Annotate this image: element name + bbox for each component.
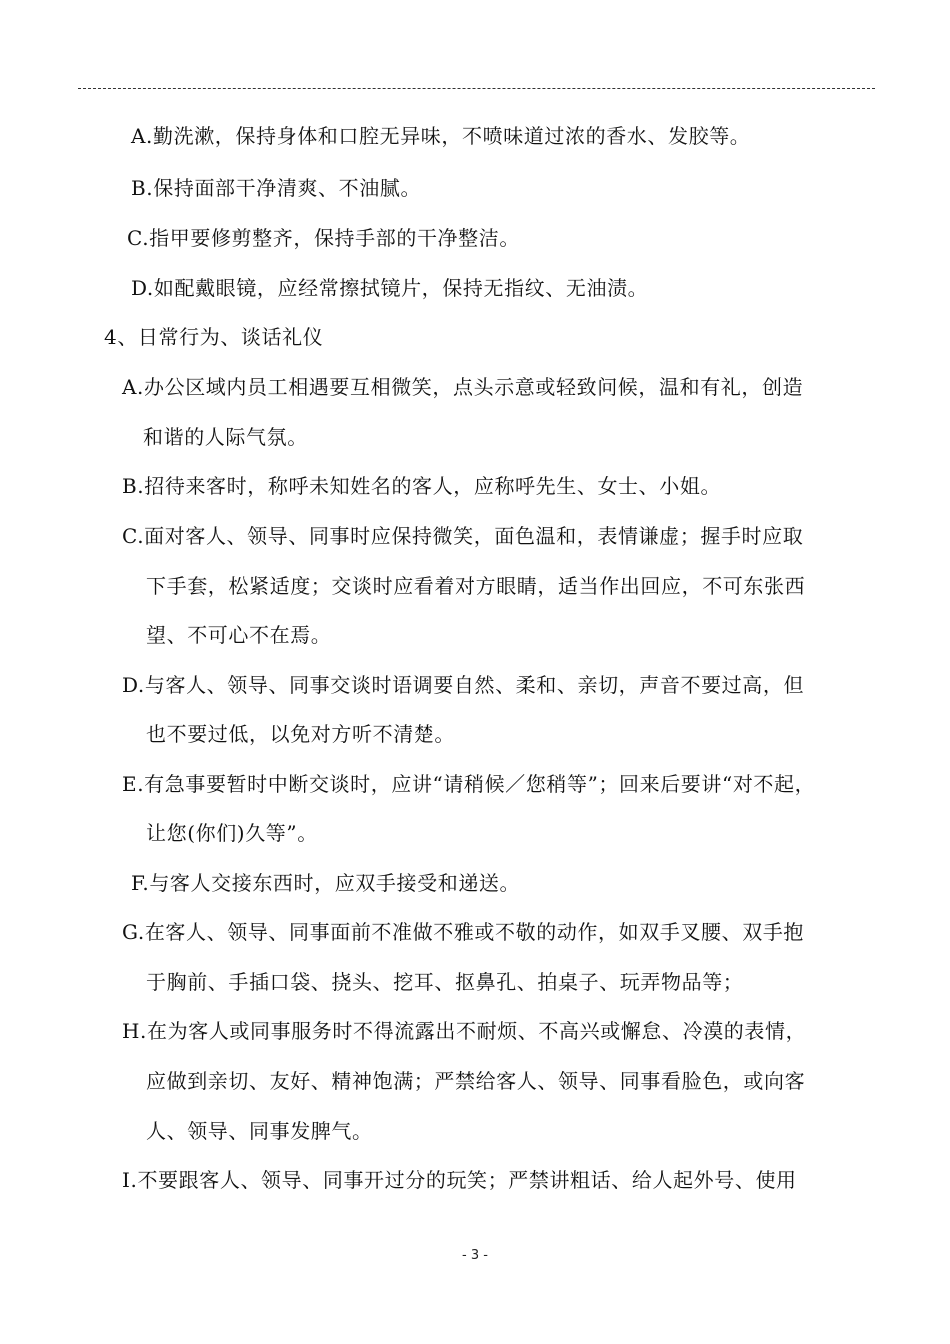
list-item: A.办公区域内员工相遇要互相微笑，点头示意或轻致问候，温和有礼，创造: [122, 375, 804, 399]
list-item-continuation: 也不要过低，以免对方听不清楚。: [146, 722, 455, 746]
list-item: F.与客人交接东西时，应双手接受和递送。: [131, 871, 521, 895]
header-dashed-rule: [78, 88, 875, 89]
list-item-continuation: 下手套，松紧适度；交谈时应看着对方眼睛，适当作出回应，不可东张西: [146, 574, 806, 598]
list-item: C.指甲要修剪整齐，保持手部的干净整洁。: [127, 226, 520, 250]
list-item: D.与客人、领导、同事交谈时语调要自然、柔和、亲切，声音不要过高，但: [122, 673, 805, 697]
list-item: H.在为客人或同事服务时不得流露出不耐烦、不高兴或懈怠、冷漠的表情，: [122, 1019, 807, 1043]
list-item: I.不要跟客人、领导、同事开过分的玩笑；严禁讲粗话、给人起外号、使用: [122, 1168, 797, 1192]
section-heading: 4、日常行为、谈话礼仪: [104, 325, 324, 349]
list-item: B.保持面部干净清爽、不油腻。: [131, 176, 422, 200]
list-item-continuation: 人、领导、同事发脾气。: [146, 1119, 373, 1143]
list-item-continuation: 让您(你们)久等”。: [146, 821, 318, 845]
list-item: G.在客人、领导、同事面前不准做不雅或不敬的动作，如双手叉腰、双手抱: [122, 920, 805, 944]
page-number: - 3 -: [462, 1248, 488, 1263]
list-item: C.面对客人、领导、同事时应保持微笑，面色温和，表情谦虚；握手时应取: [122, 524, 804, 548]
list-item: E.有急事要暂时中断交谈时，应讲“请稍候／您稍等”；回来后要讲“对不起，: [122, 772, 816, 796]
list-item-continuation: 和谐的人际气氛。: [143, 425, 308, 449]
list-item-continuation: 应做到亲切、友好、精神饱满；严禁给客人、领导、同事看脸色，或向客: [146, 1069, 806, 1093]
list-item: B.招待来客时，称呼未知姓名的客人，应称呼先生、女士、小姐。: [122, 474, 722, 498]
list-item: D.如配戴眼镜，应经常擦拭镜片，保持无指纹、无油渍。: [131, 276, 649, 300]
list-item-continuation: 于胸前、手插口袋、挠头、挖耳、抠鼻孔、拍桌子、玩弄物品等；: [146, 970, 744, 994]
list-item: A.勤洗漱，保持身体和口腔无异味，不喷味道过浓的香水、发胶等。: [131, 124, 751, 148]
list-item-continuation: 望、不可心不在焉。: [146, 623, 332, 647]
